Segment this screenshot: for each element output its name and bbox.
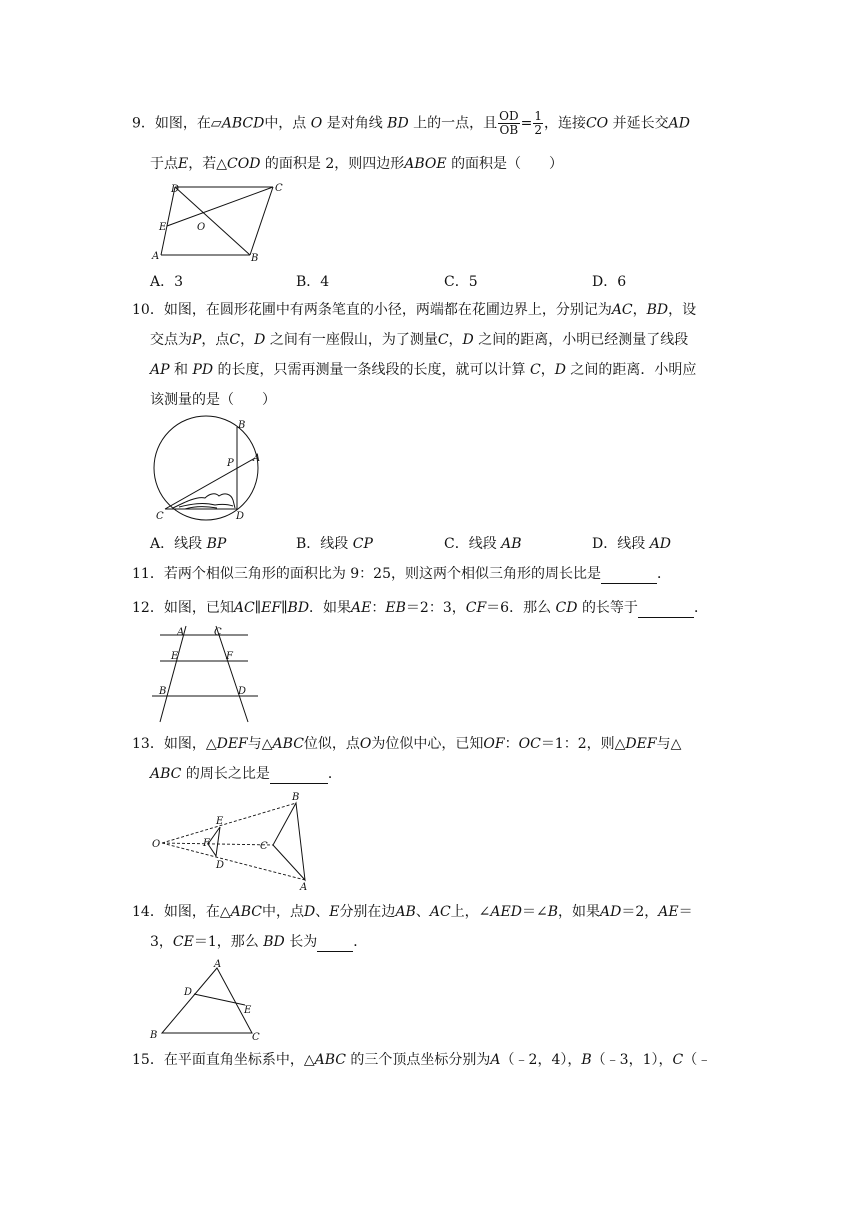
q10-c: C (437, 332, 449, 348)
q10-option-c (444, 534, 522, 554)
q9-text: 上的一点，且 (413, 115, 498, 132)
q10-d: D (554, 362, 566, 378)
q11-text: 11．若两个相似三角形的面积比为 9：25，则这两个相似三角形的周长比是 (132, 566, 601, 582)
label-E: E (216, 816, 224, 827)
parallel-symbol: ∥ (281, 600, 288, 616)
q14-ae: AE (658, 904, 679, 920)
label-F: F (226, 651, 233, 662)
q15-coord: （﹣ (683, 1052, 712, 1068)
q12-ef: EF (261, 600, 282, 616)
option-seg: AB (501, 536, 522, 552)
q14-triangle-figure (150, 958, 265, 1043)
q10-line2 (150, 330, 688, 350)
q14-e: E (329, 904, 340, 920)
q15-coord: （﹣3，1）， (591, 1052, 673, 1068)
q9-line1 (132, 110, 690, 137)
label-E: E (244, 1005, 252, 1016)
frac-den: 2 (534, 123, 542, 137)
period: ． (693, 600, 708, 616)
q10-text: ，设 (668, 302, 697, 318)
answer-blank (270, 769, 328, 784)
q15-c: C (672, 1052, 684, 1068)
q13-of: OF (483, 736, 505, 752)
q10-ap: AP (150, 362, 170, 378)
q14-text: 14．如图，在△ (132, 904, 231, 920)
q13-text: 的周长之比是 (185, 766, 270, 782)
label-B: B (292, 792, 300, 803)
q9-option-b: B．4 (296, 274, 330, 290)
separator: 、 (315, 904, 330, 920)
comma: ， (540, 362, 555, 378)
option-label: D．线段 (592, 536, 650, 552)
q14-text: ＝ (678, 904, 693, 920)
q9-option-a: A．3 (150, 274, 184, 290)
q15-text: 的三个顶点坐标分别为 (350, 1052, 491, 1068)
q9-option-c: C．5 (444, 274, 478, 290)
q14-text: 中，点 (261, 904, 304, 920)
q14-ab: AB (395, 904, 416, 920)
q10-text: 10．如图，在圆形花圃中有两条笔直的小径，两端都在花圃边界上，分别记为 (132, 302, 612, 318)
q15-line1 (132, 1050, 711, 1070)
label-D: D (236, 511, 245, 522)
q12-text: 的长等于 (581, 600, 638, 616)
q10-c: C (530, 362, 541, 378)
parallel-symbol: ∥ (254, 600, 262, 616)
q14-bd: BD (263, 934, 285, 950)
q13-text: ＝1：2，则△ (540, 736, 626, 752)
label-E: E (171, 651, 179, 662)
q13-line1 (132, 734, 681, 754)
q10-pd: PD (192, 362, 214, 378)
q14-ac: AC (429, 904, 451, 920)
q10-text: 的长度，只需再测量一条线段的长度，就可以计算 (217, 362, 526, 378)
colon: ： (504, 736, 519, 752)
q14-text: ＝∠ (521, 904, 548, 920)
q12-cf: CF (465, 600, 487, 616)
label-A: A (177, 627, 185, 638)
q9-abcd: ABCD (221, 115, 265, 132)
label-F: F (203, 838, 210, 849)
label-B: B (159, 686, 167, 697)
q14-text: ，如果 (558, 904, 600, 920)
label-A: A (214, 959, 222, 970)
q13-text: 位似，点 (303, 736, 360, 752)
q9-text: 9．如图，在 (132, 115, 211, 132)
q9-co: CO (585, 115, 609, 132)
label-A: A (253, 453, 261, 464)
q14-text: ＝1，那么 (193, 934, 259, 950)
label-B: B (251, 253, 259, 264)
q10-p: P (192, 332, 202, 348)
q9-text: 并延长交 (612, 115, 669, 132)
q12-bd: BD (287, 600, 310, 616)
q13-text: 与△ (656, 736, 682, 752)
q11-line1 (132, 564, 671, 584)
q13-o: O (359, 736, 372, 752)
q13-text: 13．如图，△ (132, 736, 217, 752)
q9-text: 的面积是（ ） (451, 156, 564, 172)
label-P: P (227, 458, 234, 469)
q14-text: 上，∠ (450, 904, 491, 920)
q10-text: 之间有一座假山，为了测量 (269, 332, 438, 348)
option-seg: CP (352, 536, 373, 552)
fraction-od-ob (498, 110, 519, 137)
separator: 、 (415, 904, 430, 920)
period: ． (657, 566, 671, 582)
label-B: B (150, 1030, 158, 1041)
colon: ： (371, 600, 386, 616)
fraction-1-2 (533, 110, 543, 137)
label-E: E (159, 222, 167, 233)
q10-circle-figure (145, 416, 275, 526)
q13-line2 (150, 764, 342, 784)
q10-line1 (132, 300, 696, 320)
option-seg: AD (649, 536, 672, 552)
comma: ， (448, 332, 463, 348)
label-O: O (152, 839, 161, 850)
label-C: C (252, 1032, 260, 1043)
q10-d: D (462, 332, 474, 348)
q12-parallel-lines-figure (150, 624, 262, 724)
q15-coord: （﹣2，4）， (500, 1052, 582, 1068)
q9-cod: COD (227, 156, 261, 172)
q10-text: 交点为 (150, 332, 192, 348)
option-label: B．线段 (296, 536, 353, 552)
q13-text: 为位似中心，已知 (371, 736, 484, 752)
q9-bd: BD (387, 115, 409, 132)
frac-num: 1 (534, 109, 542, 123)
q9-text: 于点 (150, 156, 178, 172)
q15-abc: ABC (314, 1052, 346, 1068)
q12-text: 12．如图，已知 (132, 600, 234, 616)
q9-option-d: D．6 (592, 274, 627, 290)
q10-ac: AC (611, 302, 633, 318)
q14-text: 3， (150, 934, 173, 950)
label-D: D (216, 860, 225, 871)
comma: ， (632, 302, 647, 318)
q9-e: E (178, 156, 189, 172)
q12-ae: AE (351, 600, 372, 616)
comma: ， (240, 332, 255, 348)
q15-text: 15．在平面直角坐标系中，△ (132, 1052, 315, 1068)
q13-oc: OC (518, 736, 541, 752)
q9-text: ，连接 (543, 115, 586, 132)
q15-b: B (581, 1052, 592, 1068)
q9-text: ，若△ (188, 156, 228, 172)
label-C: C (260, 841, 268, 852)
q10-bd: BD (646, 302, 669, 318)
q12-eb: EB (385, 600, 406, 616)
q10-c: C (229, 332, 241, 348)
q12-text: ．如果 (309, 600, 352, 616)
q10-text: 该测量的是（ ） (150, 392, 276, 408)
q9-text: 中，点 (264, 115, 307, 132)
q14-text: ＝2， (621, 904, 659, 920)
q13-abc: ABC (150, 766, 182, 782)
option-seg: BP (206, 536, 227, 552)
q10-text: 之间的距离．小明应 (570, 362, 697, 378)
period: ． (327, 766, 342, 782)
answer-blank (317, 937, 353, 952)
q14-text: 长为 (289, 934, 318, 950)
frac-den: OB (499, 123, 519, 137)
q14-text: 分别在边 (339, 904, 396, 920)
q9-ad: AD (668, 115, 690, 132)
q10-line4 (150, 390, 276, 410)
q10-option-a (150, 534, 226, 554)
label-D: D (184, 987, 193, 998)
q9-line2 (150, 154, 563, 174)
q12-ac: AC (233, 600, 255, 616)
q12-text: ＝6．那么 (486, 600, 552, 616)
label-C: C (275, 183, 283, 194)
q14-b: B (547, 904, 558, 920)
q9-text: 是对角线 (326, 115, 383, 132)
q14-line1 (132, 902, 693, 922)
option-label: A．线段 (150, 536, 207, 552)
q10-text: ，点 (201, 332, 230, 348)
q15-a: A (490, 1052, 501, 1068)
q10-text: 和 (173, 362, 188, 378)
q13-def: DEF (216, 736, 248, 752)
q13-def: DEF (625, 736, 657, 752)
q13-abc: ABC (272, 736, 304, 752)
q12-text: ＝2：3， (405, 600, 466, 616)
label-D: D (238, 686, 247, 697)
q12-cd: CD (555, 600, 578, 616)
label-C: C (156, 511, 164, 522)
q14-d: D (303, 904, 316, 920)
q14-aed: AED (490, 904, 522, 920)
q9-o: O (310, 115, 323, 132)
answer-blank (638, 603, 694, 618)
q14-abc: ABC (230, 904, 262, 920)
q10-option-b (296, 534, 373, 554)
q14-ce: CE (172, 934, 194, 950)
equals: = (520, 115, 533, 132)
q14-line2 (150, 932, 367, 952)
q10-option-d (592, 534, 671, 554)
label-A: A (300, 882, 308, 893)
q14-ad: AD (600, 904, 622, 920)
label-D: D (171, 184, 180, 195)
label-O: O (197, 222, 206, 233)
q9-aboe: ABOE (404, 156, 447, 172)
q13-text: 与△ (247, 736, 273, 752)
q10-d: D (254, 332, 266, 348)
q10-text: 之间的距离，小明已经测量了线段 (478, 332, 689, 348)
label-A: A (152, 251, 160, 262)
answer-blank (601, 569, 657, 584)
period: ． (353, 934, 368, 950)
q9-text: 的面积是 2，则四边形 (264, 156, 405, 172)
q12-line1 (132, 598, 708, 618)
q9-parallelogram-figure (152, 180, 285, 265)
q13-homothety-figure (150, 790, 318, 894)
option-label: C．线段 (444, 536, 502, 552)
parallelogram-symbol: ▱ (210, 115, 222, 132)
label-C: C (214, 627, 222, 638)
q10-line3 (150, 360, 696, 380)
frac-num: OD (499, 109, 519, 123)
label-B: B (238, 420, 246, 431)
